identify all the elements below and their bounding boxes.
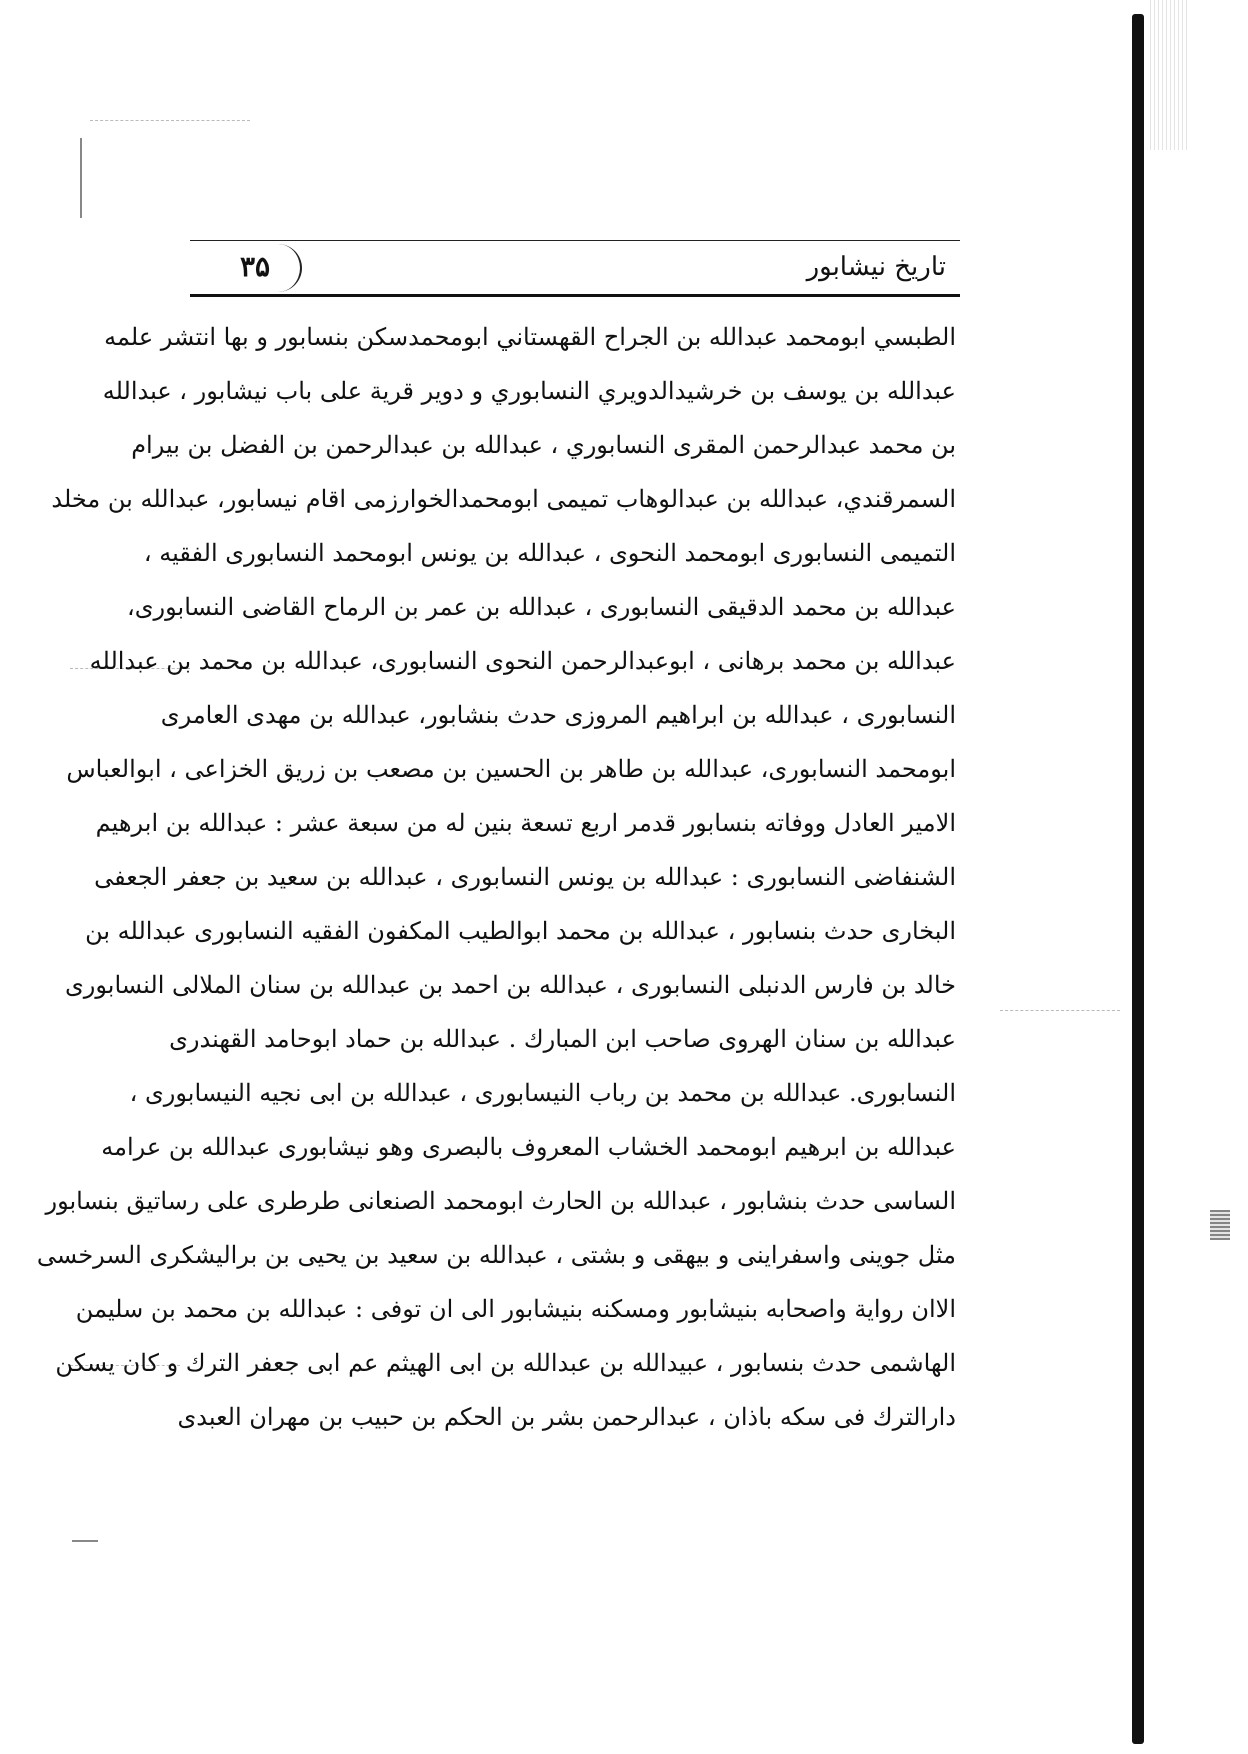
text-line: عبدالله بن ابرهيم ابومحمد الخشاب المعروف بالبصرى وهو نيشابورى عبدالله بن عرامه: [101, 1133, 956, 1161]
text-line: مثل جوينى واسفراينى و بيهقى و بشتى ، عبدالله بن سعيد بن يحيى بن براليشكرى السرخسى: [36, 1241, 956, 1269]
margin-mark: [80, 138, 82, 218]
text-line: بن محمد عبدالرحمن المقرى النسابوري ، عبدالله بن عبدالرحمن بن الفضل بن بيرام: [131, 431, 956, 459]
text-line: التميمى النسابورى ابومحمد النحوى ، عبدالله بن يونس ابومحمد النسابورى الفقيه ،: [143, 539, 956, 567]
text-line: عبدالله بن يوسف بن خرشيدالدويري النسابوري و دوير قرية على باب نيشابور ، عبدالله: [102, 377, 956, 405]
text-line: دارالترك فى سكه باذان ، عبدالرحمن بشر بن الحكم بن حبيب بن مهران العبدى: [177, 1403, 956, 1431]
text-line: عبدالله بن محمد الدقيقى النسابورى ، عبدالله بن عمر بن الرماح القاضى النسابورى،: [127, 593, 956, 621]
scan-noise: [1150, 0, 1190, 150]
text-line: خالد بن فارس الدنبلى النسابورى ، عبدالله بن احمد بن عبدالله بن سنان الملالى النسابورى: [65, 971, 956, 999]
scan-mark: [1210, 1210, 1230, 1240]
page-header: [190, 238, 960, 298]
margin-mark: [72, 1540, 98, 1542]
text-line: عبدالله بن محمد برهانى ، ابوعبدالرحمن النحوى النسابورى، عبدالله بن محمد بن عبدالله: [89, 647, 956, 675]
text-line: الطبسي ابومحمد عبدالله بن الجراح القهستاني ابومحمدسكن بنسابور و بها انتشر علمه: [104, 323, 956, 351]
text-line: الاان رواية واصحابه بنيشابور ومسكنه بنيشابور الى ان توفى : عبدالله بن محمد بن سليمن: [75, 1295, 956, 1323]
text-line: ابومحمد النسابورى، عبدالله بن طاهر بن الحسين بن مصعب بن زريق الخزاعى ، ابوالعباس: [66, 755, 956, 783]
text-line: عبدالله بن سنان الهروى صاحب ابن المبارك . عبدالله بن حماد ابوحامد القهندرى: [169, 1025, 956, 1053]
page-number: ۳۵: [240, 250, 271, 283]
text-line: الساسى حدث بنشابور ، عبدالله بن الحارث ابومحمد الصنعانى طرطرى على رساتيق بنسابور: [45, 1187, 956, 1215]
binding-edge: [1132, 14, 1144, 1744]
header-rule-top: [190, 240, 960, 241]
text-line: البخارى حدث بنسابور ، عبدالله بن محمد ابوالطيب المكفون الفقيه النسابورى عبدالله بن: [85, 917, 956, 945]
text-line: النسابورى. عبدالله بن محمد بن رباب النيسابورى ، عبدالله بن ابى نجيه النيسابورى ،: [129, 1079, 956, 1107]
text-line: الهاشمى حدث بنسابور ، عبيدالله بن عبدالله بن ابى الهيثم عم ابى جعفر الترك و كان يسكن: [55, 1349, 956, 1377]
header-rule-bottom: [190, 294, 960, 297]
text-line: الامير العادل ووفاته بنسابور قدمر اربع تسعة بنين له من سبعة عشر : عبدالله بن ابرهيم: [95, 809, 956, 837]
text-line: النسابورى ، عبدالله بن ابراهيم المروزى حدث بنشابور، عبدالله بن مهدى العامرى: [160, 701, 956, 729]
scan-dash: [1000, 1010, 1120, 1011]
text-line: السمرقندي، عبدالله بن عبدالوهاب تميمى ابومحمدالخوارزمى اقام نيسابور، عبدالله بن مخلد: [51, 485, 956, 513]
body-text: [36, 310, 956, 1444]
page-number-frame: [200, 244, 302, 292]
running-title: تاريخ نيشابور: [806, 252, 946, 282]
scan-dash: [90, 120, 250, 121]
text-line: الشنفاضى النسابورى : عبدالله بن يونس النسابورى ، عبدالله بن سعيد بن جعفر الجعفى: [94, 863, 956, 891]
